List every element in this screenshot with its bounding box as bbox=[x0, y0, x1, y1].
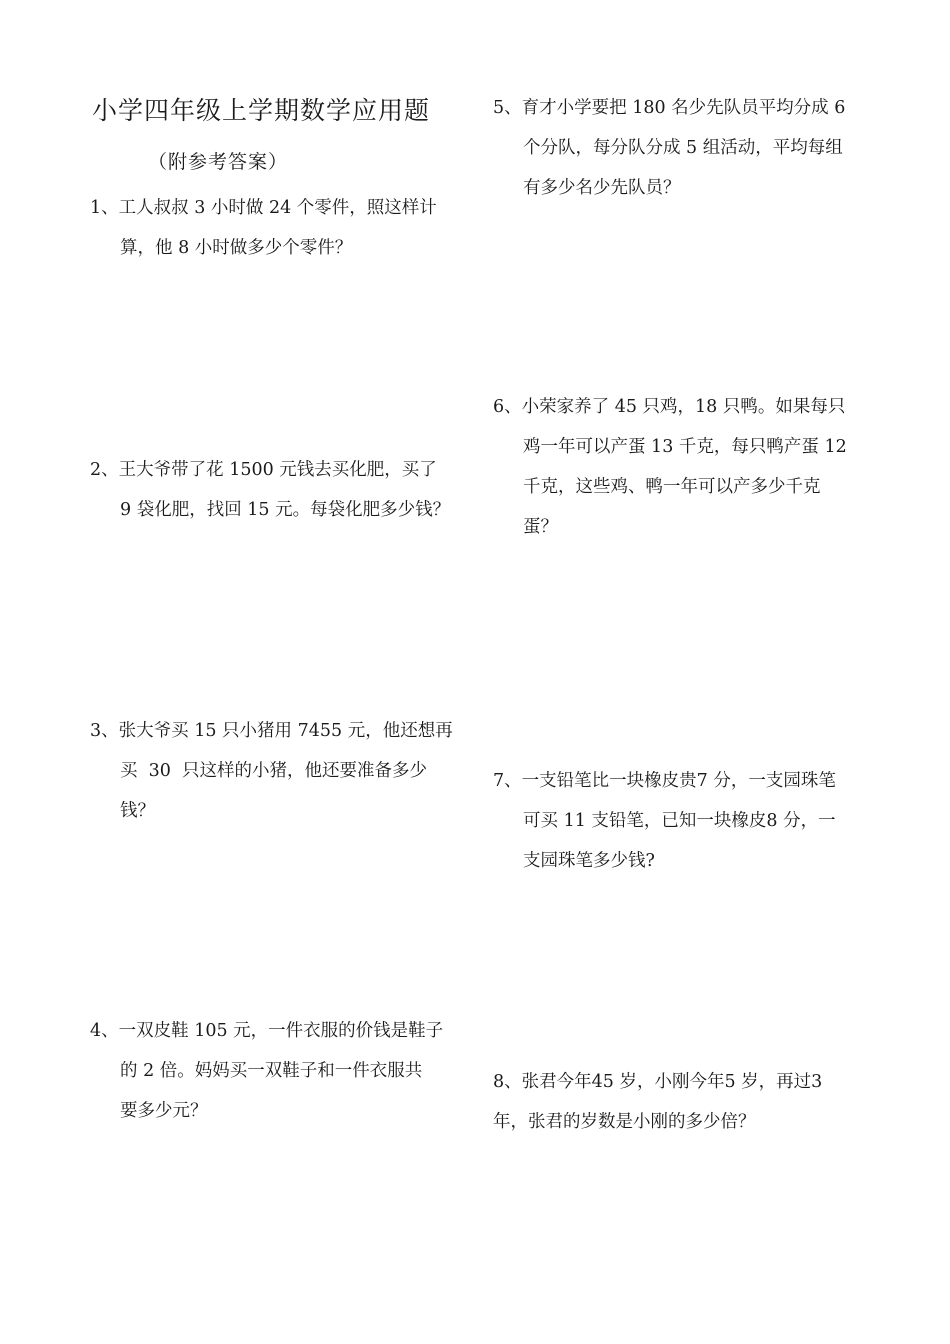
question-5-line-3: 有多少名少先队员？ bbox=[523, 178, 681, 198]
page-title: 小学四年级上学期数学应用题 bbox=[92, 96, 431, 125]
question-2-line-1: 2、王大爷带了花 1500 元钱去买化肥，买了 bbox=[90, 460, 437, 480]
question-8 bbox=[493, 1062, 822, 1142]
question-6-line-1: 6、小荣家养了 45 只鸡，18 只鸭。如果每只 bbox=[493, 397, 846, 417]
question-4-line-3: 要多少元？ bbox=[120, 1101, 208, 1121]
question-1-line-1: 1、工人叔叔 3 小时做 24 个零件，照这样计 bbox=[90, 198, 437, 218]
question-4-line-2: 的 2 倍。妈妈买一双鞋子和一件衣服共 bbox=[120, 1061, 423, 1081]
question-1-line-2: 算，他 8 小时做多少个零件？ bbox=[120, 238, 353, 258]
question-4 bbox=[90, 1011, 443, 1131]
question-6-line-2: 鸡一年可以产蛋 13 千克，每只鸭产蛋 12 bbox=[523, 437, 847, 457]
question-2-line-2: 9 袋化肥，找回 15 元。每袋化肥多少钱？ bbox=[120, 500, 451, 520]
question-7 bbox=[493, 761, 836, 881]
question-6-line-4: 蛋？ bbox=[523, 517, 558, 537]
question-7-line-3: 支园珠笔多少钱? bbox=[523, 851, 655, 871]
question-6-line-3: 千克，这些鸡、鸭一年可以产多少千克 bbox=[523, 477, 821, 497]
question-8-line-2: 年，张君的岁数是小刚的多少倍？ bbox=[493, 1112, 756, 1132]
question-7-line-1: 7、一支铅笔比一块橡皮贵7 分，一支园珠笔 bbox=[493, 771, 836, 791]
question-3-line-1: 3、张大爷买 15 只小猪用 7455 元，他还想再 bbox=[90, 721, 453, 741]
question-5 bbox=[493, 88, 845, 208]
question-2 bbox=[90, 450, 450, 530]
question-4-line-1: 4、一双皮鞋 105 元，一件衣服的价钱是鞋子 bbox=[90, 1021, 444, 1041]
page-subtitle: （附参考答案） bbox=[148, 151, 289, 173]
question-3-line-2: 买 30 只这样的小猪，他还要准备多少 bbox=[120, 761, 428, 781]
question-5-line-2: 个分队，每分队分成 5 组活动，平均每组 bbox=[523, 138, 843, 158]
question-8-line-1: 8、张君今年45 岁，小刚今年5 岁，再过3 bbox=[493, 1072, 823, 1092]
question-3 bbox=[90, 711, 453, 831]
question-6 bbox=[493, 387, 847, 547]
question-5-line-1: 5、育才小学要把 180 名少先队员平均分成 6 bbox=[493, 98, 846, 118]
question-3-line-3: 钱？ bbox=[120, 801, 155, 821]
question-1 bbox=[90, 188, 437, 268]
question-7-line-2: 可买 11 支铅笔，已知一块橡皮8 分，一 bbox=[523, 811, 836, 831]
